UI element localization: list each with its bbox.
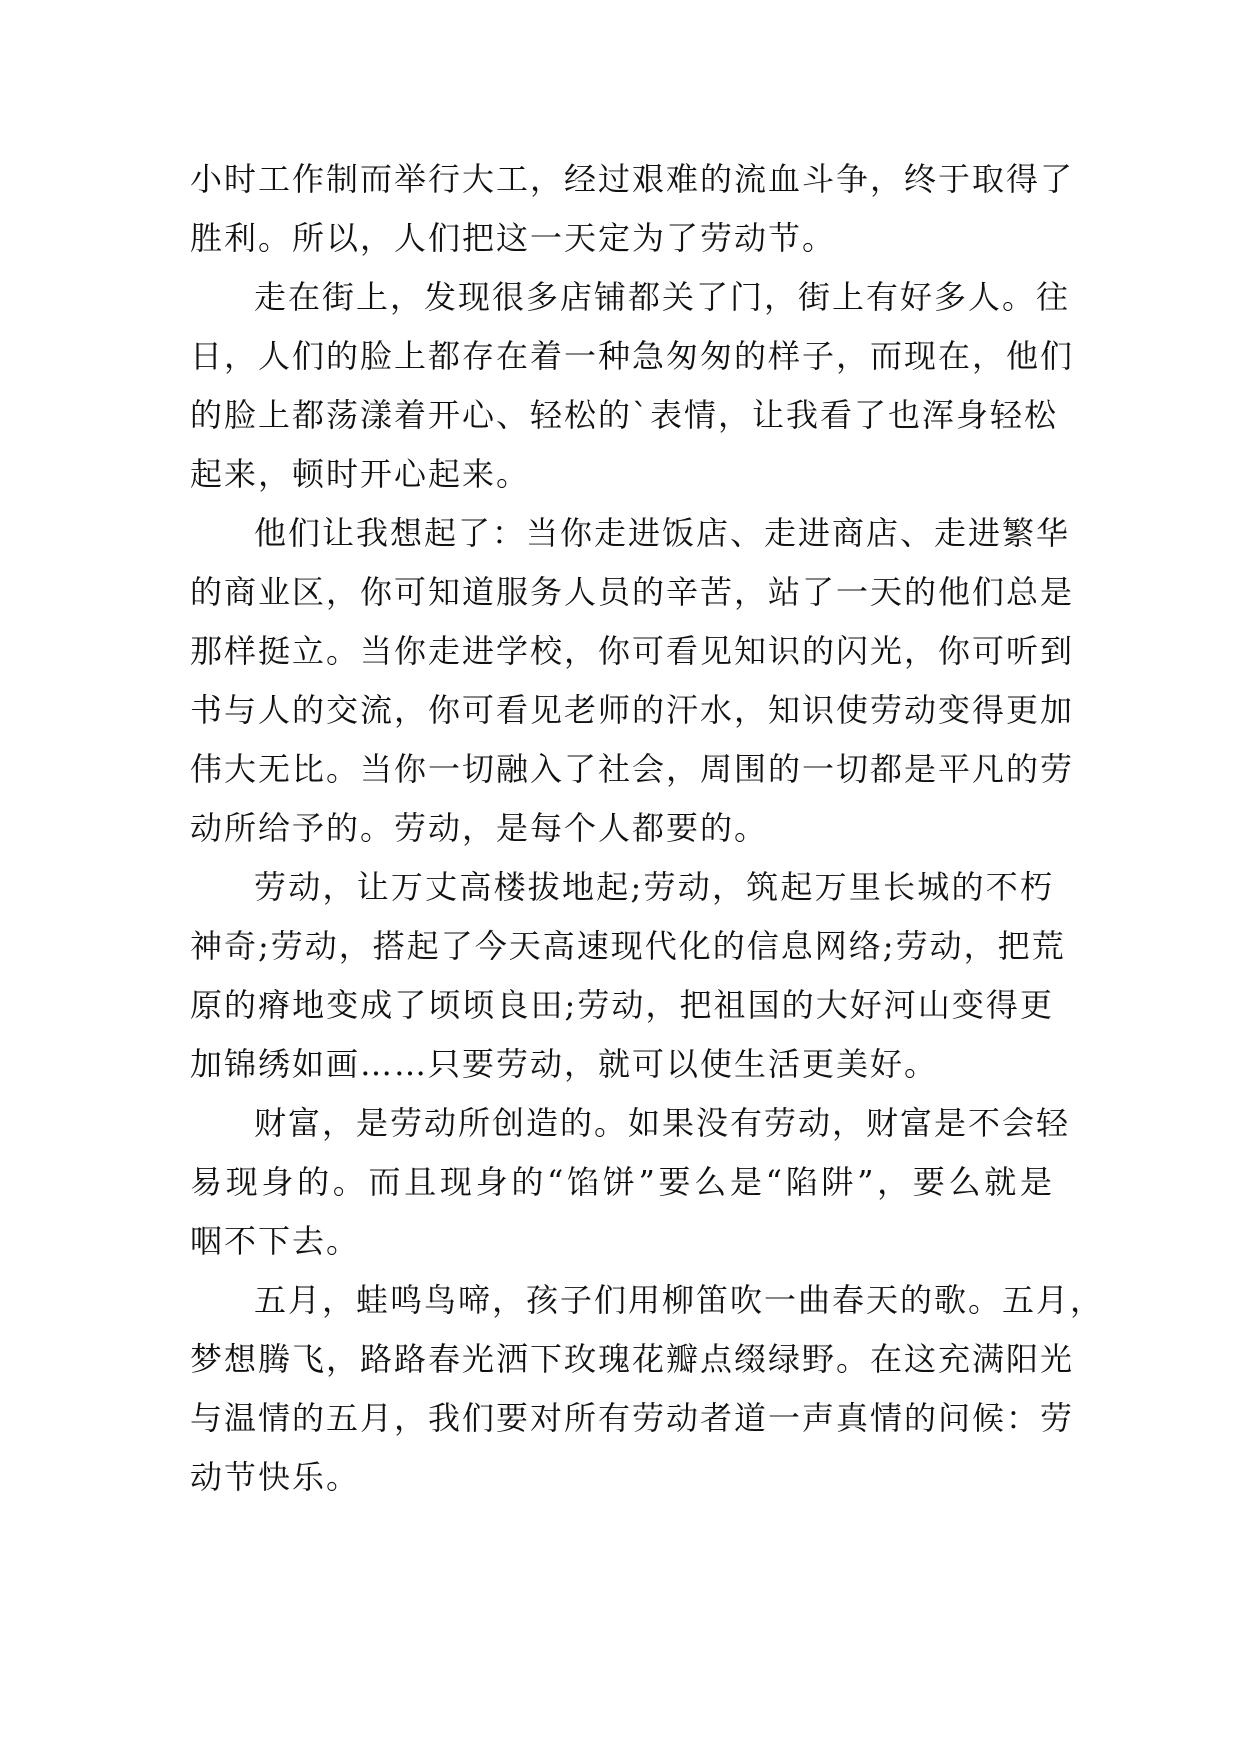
- paragraph-line: 财富，是劳动所创造的。如果没有劳动，财富是不会轻: [254, 1104, 1071, 1142]
- paragraph-line: 咽不下去。: [190, 1222, 361, 1260]
- paragraph-line: 神奇;劳动，搭起了今天高速现代化的信息网络;劳动，把荒: [190, 927, 1066, 965]
- paragraph-line: 伟大无比。当你一切融入了社会，周围的一切都是平凡的劳: [190, 750, 1075, 788]
- paragraph-line: 他们让我想起了：当你走进饭店、走进商店、走进繁华: [254, 514, 1071, 552]
- paragraph-line: 动节快乐。: [190, 1458, 361, 1496]
- paragraph-line: 日，人们的脸上都存在着一种急匆匆的样子，而现在，他们: [190, 337, 1075, 375]
- paragraph-line: 易现身的。而且现身的“馅饼”要么是“陷阱”，要么就是: [190, 1163, 1054, 1201]
- paragraph-line: 胜利。所以，人们把这一天定为了劳动节。: [190, 219, 837, 257]
- paragraph-4: [190, 858, 1066, 1094]
- paragraph-6: [190, 1271, 1105, 1507]
- document-body: [190, 150, 1105, 1507]
- paragraph-line: 那样挺立。当你走进学校，你可看见知识的闪光，你可听到: [190, 632, 1075, 670]
- paragraph-2: [190, 268, 1075, 504]
- paragraph-1: [190, 150, 1075, 268]
- paragraph-line: 的脸上都荡漾着开心、轻松的`表情，让我看了也浑身轻松: [190, 396, 1059, 434]
- paragraph-line: 起来，顿时开心起来。: [190, 455, 531, 493]
- paragraph-line: 梦想腾飞，路路春光洒下玫瑰花瓣点缀绿野。在这充满阳光: [190, 1340, 1075, 1378]
- paragraph-line: 的商业区，你可知道服务人员的辛苦，站了一天的他们总是: [190, 573, 1075, 611]
- paragraph-line: 书与人的交流，你可看见老师的汗水，知识使劳动变得更加: [190, 691, 1075, 729]
- paragraph-5: [190, 1094, 1071, 1271]
- paragraph-line: 劳动，让万丈高楼拔地起;劳动，筑起万里长城的不朽: [254, 868, 1054, 906]
- paragraph-3: [190, 504, 1075, 858]
- paragraph-line: 小时工作制而举行大工，经过艰难的流血斗争，终于取得了: [190, 160, 1075, 198]
- paragraph-line: 加锦绣如画……只要劳动，就可以使生活更美好。: [190, 1045, 939, 1083]
- paragraph-line: 走在街上，发现很多店铺都关了门，街上有好多人。往: [254, 278, 1071, 316]
- paragraph-line: 五月，蛙鸣鸟啼，孩子们用柳笛吹一曲春天的歌。五月，: [254, 1281, 1105, 1319]
- paragraph-line: 动所给予的。劳动，是每个人都要的。: [190, 809, 769, 847]
- paragraph-line: 与温情的五月，我们要对所有劳动者道一声真情的问候：劳: [190, 1399, 1075, 1437]
- paragraph-line: 原的瘠地变成了顷顷良田;劳动，把祖国的大好河山变得更: [190, 986, 1054, 1024]
